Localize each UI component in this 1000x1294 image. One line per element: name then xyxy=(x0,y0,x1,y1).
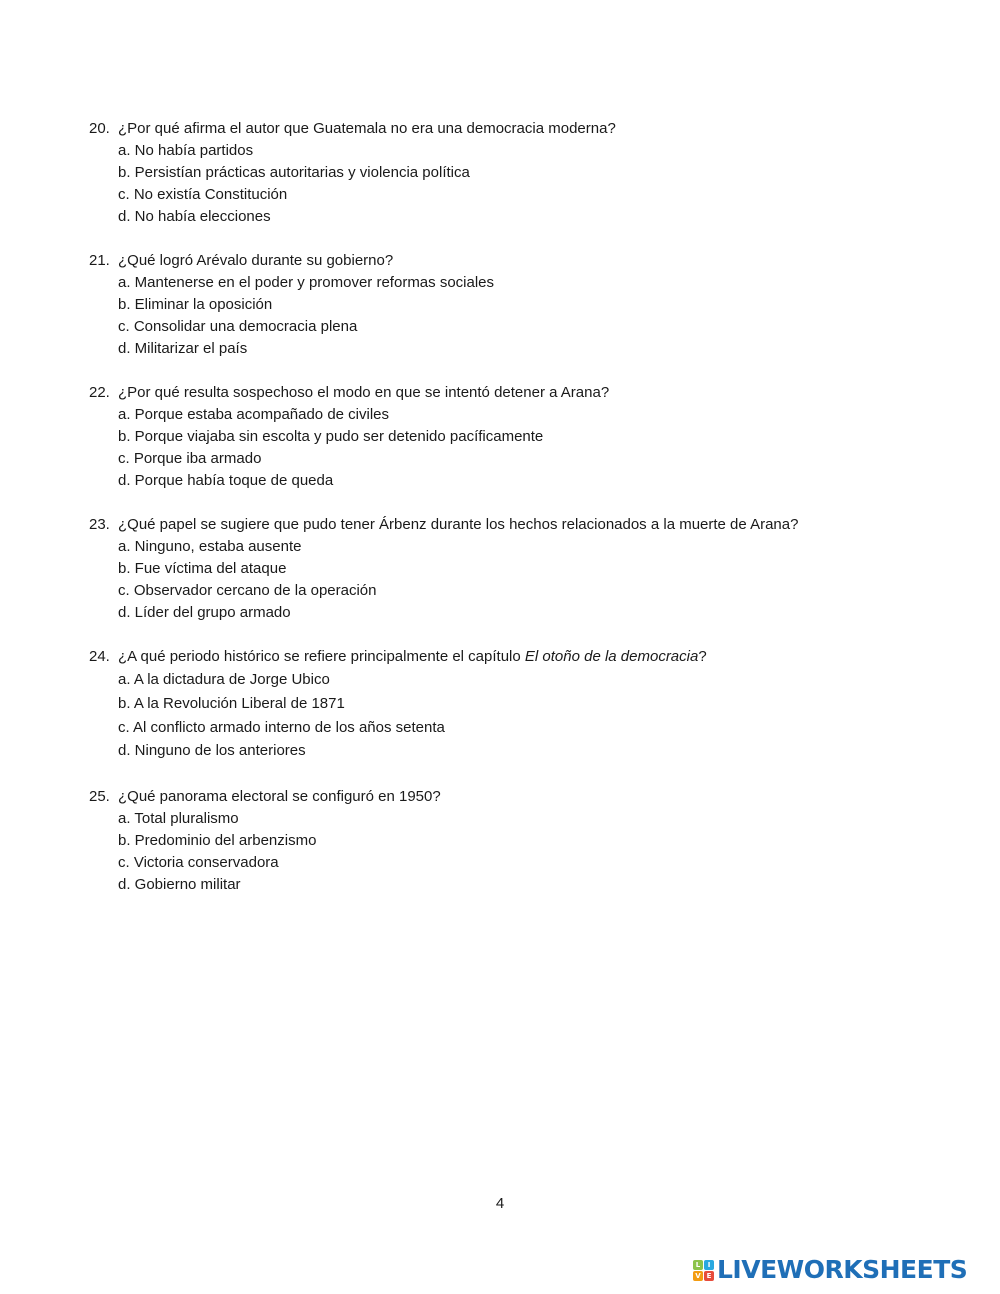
option-b: b. Persistían prácticas autoritarias y violencia política xyxy=(118,164,470,181)
option-a: a. Ninguno, estaba ausente xyxy=(118,538,302,555)
question-21 xyxy=(89,250,949,360)
question-text xyxy=(118,646,707,668)
option-b: b. Predominio del arbenzismo xyxy=(118,832,317,849)
question-list xyxy=(89,118,949,896)
option-d: d. Líder del grupo armado xyxy=(118,604,291,621)
question-25 xyxy=(89,786,949,896)
page-number: 4 xyxy=(495,1195,505,1212)
option-a: a. Porque estaba acompañado de civiles xyxy=(118,406,390,423)
question-text: ¿Por qué afirma el autor que Guatemala no era una democracia moderna? xyxy=(118,120,616,137)
option-a: a. Total pluralismo xyxy=(118,810,239,827)
option-list xyxy=(89,140,949,228)
option-list xyxy=(89,668,949,763)
option-list xyxy=(89,404,949,492)
question-number: 22. xyxy=(89,384,110,401)
option-d: d. Porque había toque de queda xyxy=(118,472,334,489)
question-text: ¿Por qué resulta sospechoso el modo en que se intentó detener a Arana? xyxy=(118,384,610,401)
option-list xyxy=(89,272,949,360)
option-c: c. Observador cercano de la operación xyxy=(118,582,377,599)
option-d: d. No había elecciones xyxy=(118,208,271,225)
option-c: c. No existía Constitución xyxy=(118,186,288,203)
chapter-title: El otoño de la democracia xyxy=(524,648,699,665)
option-d: d. Gobierno militar xyxy=(118,876,241,893)
question-23 xyxy=(89,514,949,624)
question-24 xyxy=(89,646,949,763)
question-text: ¿Qué panorama electoral se configuró en 1950? xyxy=(118,788,441,805)
option-c: c. Consolidar una democracia plena xyxy=(118,318,358,335)
option-list xyxy=(89,808,949,896)
logo-mark-icon: L I V E xyxy=(693,1260,714,1281)
question-text: ¿Qué logró Arévalo durante su gobierno? xyxy=(118,252,394,269)
question-22 xyxy=(89,382,949,492)
option-a: a. No había partidos xyxy=(118,142,254,159)
option-b: b. Fue víctima del ataque xyxy=(118,560,287,577)
question-text-end: ? xyxy=(698,648,707,665)
option-c: c. Al conflicto armado interno de los años setenta xyxy=(118,718,445,736)
option-a: a. Mantenerse en el poder y promover reformas sociales xyxy=(118,274,495,291)
option-b: b. A la Revolución Liberal de 1871 xyxy=(118,694,345,712)
question-number: 25. xyxy=(89,788,110,805)
question-text: ¿Qué papel se sugiere que pudo tener Árbenz durante los hechos relacionados a la muerte de Arana? xyxy=(118,516,799,533)
option-d: d. Ninguno de los anteriores xyxy=(118,742,306,760)
option-list xyxy=(89,536,949,624)
question-number: 23. xyxy=(89,516,110,533)
question-text-start: ¿A qué periodo histórico se refiere principalmente el capítulo xyxy=(118,648,525,665)
option-d: d. Militarizar el país xyxy=(118,340,248,357)
logo-text: LIVEWORKSHEETS xyxy=(717,1255,968,1284)
question-number: 24. xyxy=(89,648,110,665)
option-c: c. Porque iba armado xyxy=(118,450,262,467)
question-number: 20. xyxy=(89,120,110,137)
option-a: a. A la dictadura de Jorge Ubico xyxy=(118,671,330,688)
option-b: b. Porque viajaba sin escolta y pudo ser detenido pacíficamente xyxy=(118,428,544,445)
option-c: c. Victoria conservadora xyxy=(118,854,279,871)
liveworksheets-logo[interactable] xyxy=(693,1255,967,1285)
question-20 xyxy=(89,118,949,228)
option-b: b. Eliminar la oposición xyxy=(118,296,273,313)
question-number: 21. xyxy=(89,252,110,269)
